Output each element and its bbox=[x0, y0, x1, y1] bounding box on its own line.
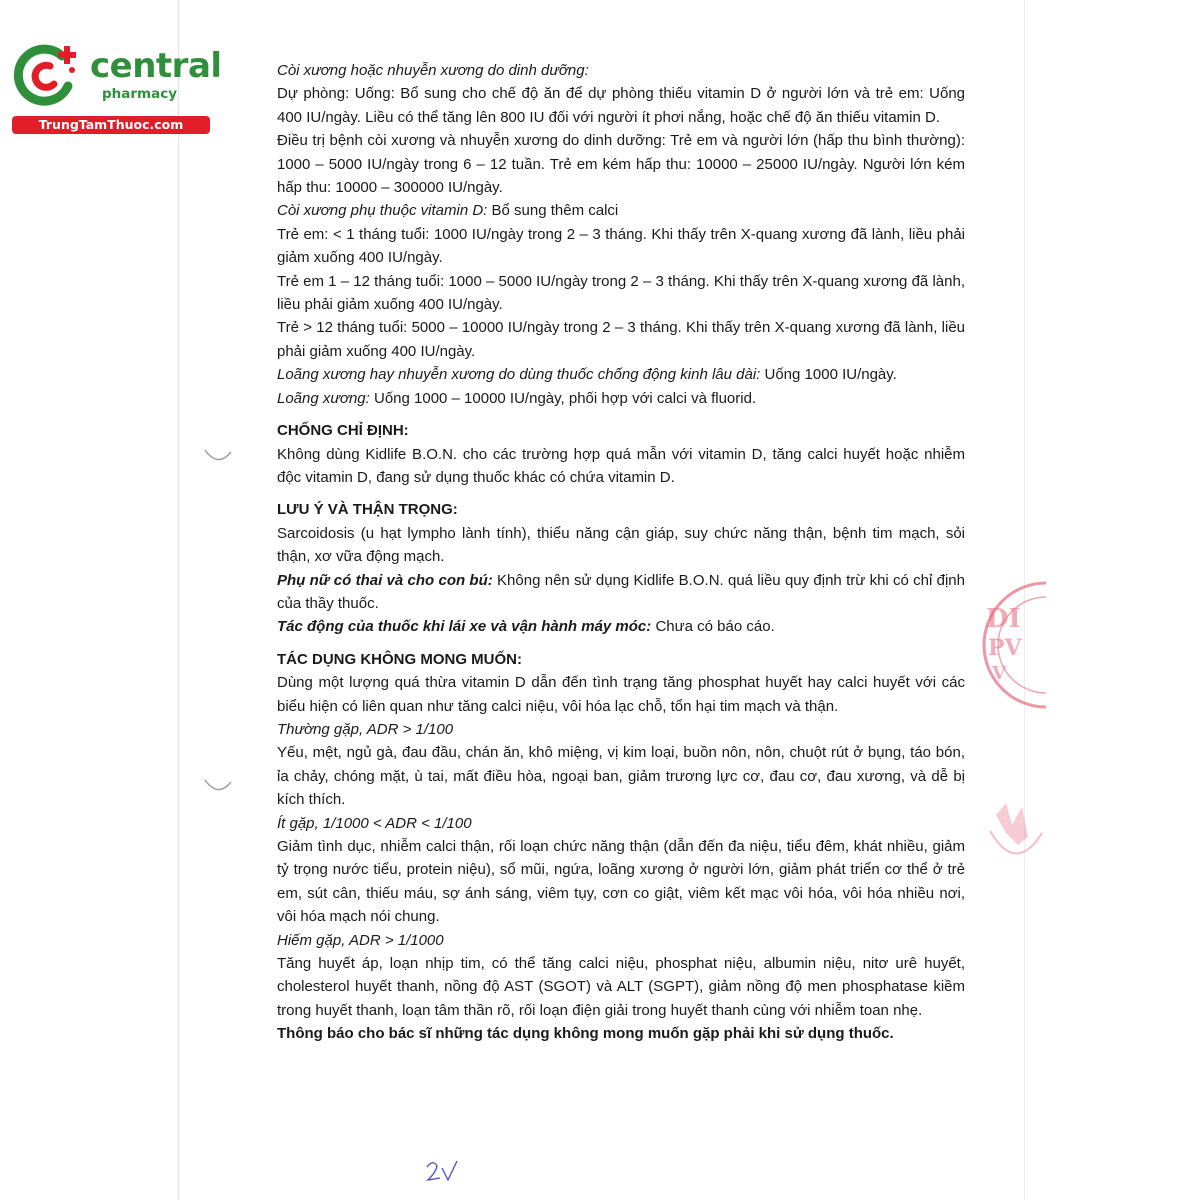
logo-url-badge[interactable]: TrungTamThuoc.com bbox=[12, 116, 210, 134]
infant-dosage: Trẻ em: < 1 tháng tuổi: 1000 IU/ngày trong 2 – 3 tháng. Khi thấy trên X-quang xương đã lành, liều phải giảm xuống 400 IU/ngày. bbox=[277, 225, 965, 267]
vitd-dependent-text: Bổ sung thêm calci bbox=[487, 202, 619, 220]
precautions-text: Sarcoidosis (u hạt lympho lành tính), thiểu năng cận giáp, suy chức năng thận, bệnh tim mạch, sỏi thận, xơ vữa động mạch. bbox=[277, 524, 965, 566]
child-1-12-dosage: Trẻ em 1 – 12 tháng tuổi: 1000 – 5000 IU/ngày trong 2 – 3 tháng. Khi thấy trên X-quang xương đã lành, liều phải giảm xuống 400 IU/ngày. bbox=[277, 272, 965, 314]
svg-text:DI: DI bbox=[986, 604, 1021, 634]
svg-text:V: V bbox=[992, 663, 1006, 684]
section-gap bbox=[277, 489, 965, 498]
logo-subtitle: pharmacy bbox=[102, 86, 178, 102]
osteoporosis-text: Uống 1000 – 10000 IU/ngày, phối hợp với calci và fluorid. bbox=[369, 389, 757, 407]
contraindications-text: Không dùng Kidlife B.O.N. cho các trường hợp quá mẫn với vitamin D, tăng calci huyết hoặc nhiễm độc vitamin D, đang sử dụng thuốc khác có chứa vitamin D. bbox=[277, 445, 965, 486]
driving-title: Tác động của thuốc khi lái xe và vận hành máy móc: bbox=[277, 618, 652, 636]
common-text: Yếu, mệt, ngủ gà, đau đầu, chán ăn, khô miệng, vị kim loại, buồn nôn, nôn, chuột rút ở bụng, táo bón, ỉa chảy, chóng mặt, ù tai, mất điều hòa, ngoại ban, giảm trương lực cơ, đau cơ, đau xương, và dễ bị kích thích. bbox=[277, 744, 965, 809]
pregnancy-line bbox=[277, 569, 965, 616]
anticonvulsant-text: Uống 1000 IU/ngày. bbox=[760, 366, 897, 384]
child-gt12-dosage: Trẻ > 12 tháng tuổi: 5000 – 10000 IU/ngày trong 2 – 3 tháng. Khi thấy trên X-quang xương đã lành, liều phải giảm xuống 400 IU/ngày. bbox=[277, 319, 965, 360]
driving-line bbox=[277, 615, 965, 638]
precautions-heading: LƯU Ý VÀ THẬN TRỌNG: bbox=[277, 501, 458, 519]
prevention-paragraph: Dự phòng: Uống: Bổ sung cho chế độ ăn để dự phòng thiếu vitamin D ở người lớn và trẻ em: Uống 400 IU/ngày. Liều có thể tăng lên 800 IU đối với người ít phơi nắng, hoặc chế độ ăn thiếu vitamin D. bbox=[277, 85, 965, 126]
punch-hole-mark bbox=[203, 448, 233, 464]
svg-text:PV: PV bbox=[988, 635, 1022, 661]
rare-text: Tăng huyết áp, loạn nhịp tim, có thể tăng calci niệu, phosphat niệu, albumin niệu, nitơ urê huyết, cholesterol huyết thanh, nồng độ AST (SGOT) và ALT (SGPT), giảm nồng độ men phosphatase kiềm trong huyết thanh, loạn tâm thần rõ, rối loạn điện giải trong huyết thanh cùng với nhiễm toan nhẹ. bbox=[277, 955, 965, 1019]
scan-edge-left bbox=[178, 0, 179, 1200]
vitd-dependent-title: Còi xương phụ thuộc vitamin D: bbox=[277, 202, 488, 220]
uncommon-title: Ít gặp, 1/1000 < ADR < 1/100 bbox=[277, 814, 472, 832]
anticonvulsant-title: Loãng xương hay nhuyễn xương do dùng thuốc chống động kinh lâu dài: bbox=[277, 366, 761, 384]
osteoporosis-title: Loãng xương: bbox=[277, 389, 370, 407]
company-stamp bbox=[976, 575, 1046, 885]
common-title: Thường gặp, ADR > 1/100 bbox=[277, 720, 454, 738]
uncommon-text: Giảm tình dục, nhiễm calci thận, rối loạn chức năng thận (dẫn đến đa niệu, tiểu đêm, khát nhiều, giảm tỷ trọng nước tiểu, protein niệu), sổ mũi, ngứa, loãng xương ở người lớn, giảm phát triển cơ thể ở trẻ em, sút cân, thiếu máu, sợ ánh sáng, viêm tụy, cơn co giật, viêm kết mạc vôi hóa, vôi hóa nhiều nơi, vôi hóa mạch nói chung. bbox=[277, 838, 965, 926]
adverse-heading: TÁC DỤNG KHÔNG MONG MUỐN: bbox=[277, 650, 522, 668]
vitd-dependent-line bbox=[277, 199, 965, 222]
contraindications-heading: CHỐNG CHỈ ĐỊNH: bbox=[277, 422, 409, 440]
treatment-paragraph: Điều trị bệnh còi xương và nhuyễn xương do dinh dưỡng: Trẻ em và người lớn (hấp thu bình thường): 1000 – 5000 IU/ngày trong 6 – 12 tuần. Trẻ em kém hấp thu: 10000 – 25000 IU/ngày. Người lớn kém hấp thu: 10000 – 300000 IU/ngày. bbox=[277, 132, 965, 197]
pregnancy-title: Phụ nữ có thai và cho con bú: bbox=[277, 571, 493, 589]
adverse-intro: Dùng một lượng quá thừa vitamin D dẫn đến tình trạng tăng phosphat huyết hay calci huyết với các biểu hiện có liên quan như tăng calci niệu, vôi hóa lạc chỗ, tổn hại tim mạch và thận. bbox=[277, 674, 965, 715]
document-body bbox=[277, 59, 965, 1046]
punch-hole-mark bbox=[203, 778, 233, 794]
adverse-notice: Thông báo cho bác sĩ những tác dụng không mong muốn gặp phải khi sử dụng thuốc. bbox=[277, 1025, 894, 1043]
section-gap bbox=[277, 639, 965, 648]
osteoporosis-line bbox=[277, 387, 965, 410]
pregnancy-text: Không nên sử dụng Kidlife B.O.N. quá liều quy định trừ khi có chỉ định của thầy thuốc. bbox=[277, 571, 965, 612]
rare-title: Hiếm gặp, ADR > 1/1000 bbox=[277, 931, 444, 949]
central-pharmacy-logo[interactable] bbox=[10, 36, 222, 136]
handwritten-page-mark bbox=[424, 1158, 460, 1184]
logo-brand: central bbox=[90, 46, 222, 86]
anticonvulsant-line bbox=[277, 363, 965, 386]
rickets-nutritional-title: Còi xương hoặc nhuyễn xương do dinh dưỡng: bbox=[277, 62, 589, 79]
section-gap bbox=[277, 410, 965, 419]
central-logo-icon bbox=[10, 38, 82, 110]
driving-text: Chưa có báo cáo. bbox=[651, 618, 775, 636]
